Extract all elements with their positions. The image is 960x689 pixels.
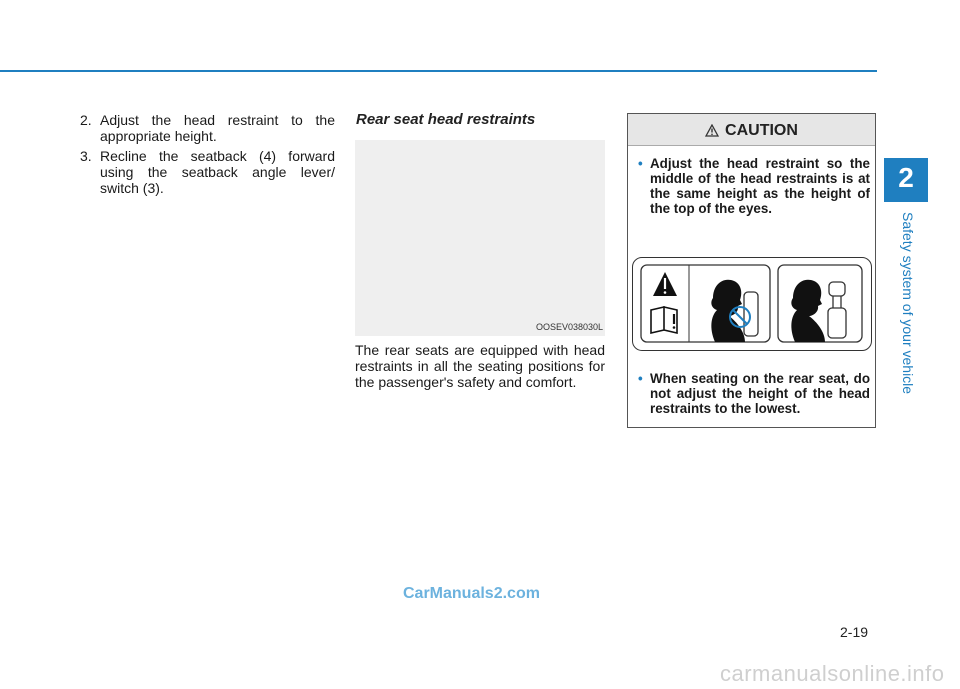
warning-triangle-icon — [705, 124, 719, 137]
caution-item — [638, 156, 870, 216]
caution-title: CAUTION — [725, 122, 798, 139]
head-silhouette-icon — [791, 280, 825, 342]
step-3 — [80, 148, 335, 196]
chapter-title: Safety system of your vehicle — [900, 212, 916, 395]
illustration-graphic — [633, 258, 870, 349]
body-paragraph: The rear seats are equipped with head restraints in all the seating positions for the passenger's safety and comfort. — [355, 342, 605, 390]
step-number: 3. — [80, 148, 92, 164]
left-column — [80, 112, 335, 200]
bullet-icon: • — [638, 371, 643, 386]
page-number: 2-19 — [840, 624, 869, 640]
chapter-number: 2 — [898, 162, 914, 193]
bullet-icon: • — [638, 156, 643, 171]
watermark[interactable]: CarManuals2.com — [403, 585, 540, 602]
caution-title-row — [628, 122, 875, 140]
footer-site: carmanualsonline.info — [720, 661, 945, 686]
step-2 — [80, 112, 335, 144]
figure-code: OOSEV038030L — [535, 322, 603, 332]
step-text: Adjust the head restraint to the appropriate height. — [100, 112, 335, 144]
step-text: Recline the seatback (4) forward using the seatback angle lever/ switch (3). — [100, 148, 335, 196]
caution-item-text: When seating on the rear seat, do not adjust the height of the head restraints to the lowest. — [650, 371, 870, 416]
chapter-tab — [884, 140, 960, 400]
caution-box — [627, 113, 876, 428]
caution-item — [638, 371, 870, 416]
caution-illustration — [632, 257, 872, 351]
caution-item-text: Adjust the head restraint so the middle of the head restraints is at the same height as the height of the top of the eyes. — [650, 156, 870, 216]
step-number: 2. — [80, 112, 92, 128]
head-silhouette-icon — [711, 280, 745, 342]
figure-placeholder — [355, 140, 605, 336]
section-heading: Rear seat head restraints — [356, 111, 536, 128]
top-rule — [0, 70, 877, 72]
caution-header — [628, 114, 875, 146]
